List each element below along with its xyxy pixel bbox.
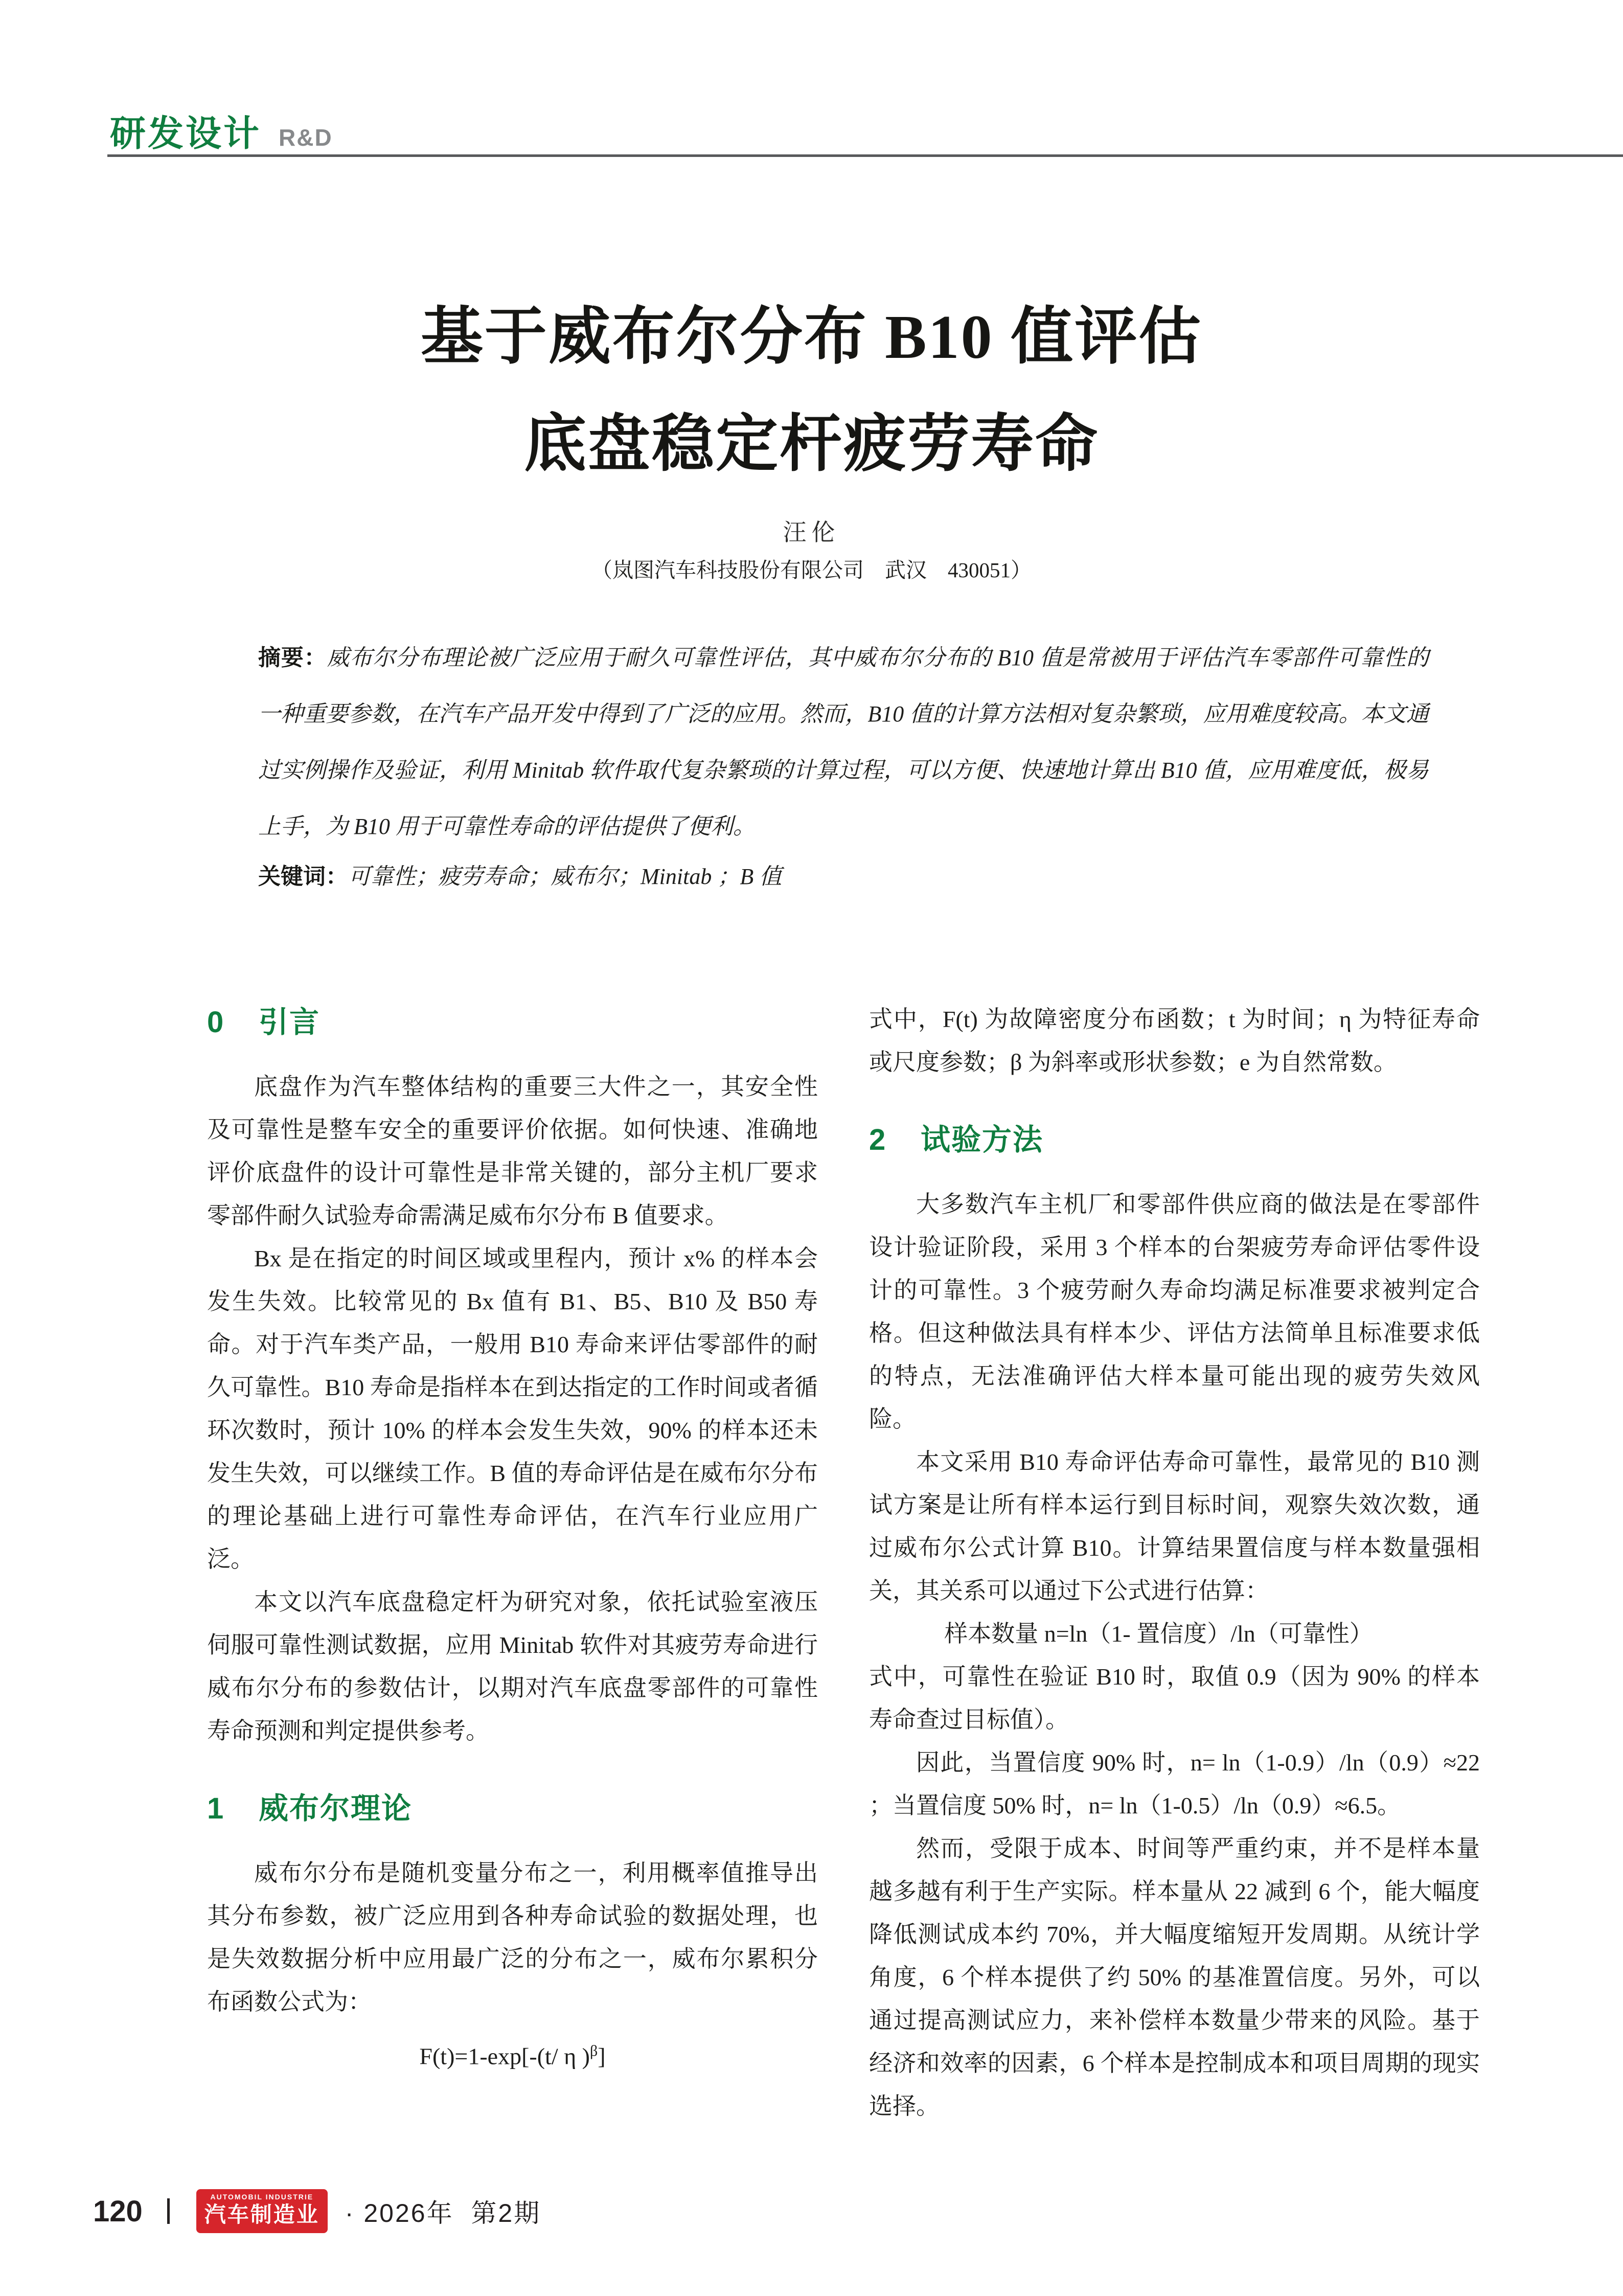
section-number: 2 xyxy=(869,1123,887,1156)
journal-logo-subtitle: AUTOMOBIL INDUSTRIE xyxy=(210,2193,314,2201)
header-divider xyxy=(107,154,1623,157)
paper-title-line1: 基于威布尔分布 B10 值评估 xyxy=(420,303,1203,372)
method-paragraph-4: 因此，当置信度 90% 时，n= ln（1-0.9）/ln（0.9）≈22 ；当置信度 50% 时，n= ln（1-0.5）/ln（0.9）≈6.5。 xyxy=(869,1749,1480,1818)
method-paragraph-1: 大多数汽车主机厂和零部件供应商的做法是在零部件设计验证阶段，采用 3 个样本的台架疲劳寿命评估零件设计的可靠性。3 个疲劳耐久寿命均满足标准要求被判定合格。但这种做法具有样本少、评估方法简单且标准要求低的特点，无法准确评估大样本量可能出现的疲劳失效风险。 xyxy=(869,1191,1480,1432)
footer-divider xyxy=(167,2198,170,2224)
section-heading-intro xyxy=(207,998,818,1041)
issue-info: · 2026年 第2期 xyxy=(345,2199,541,2227)
section-header-cn: 研发设计 xyxy=(110,113,261,153)
abstract-text: 威布尔分布理论被广泛应用于耐久可靠性评估，其中威布尔分布的 B10 值是常被用于评估汽车零部件可靠性的一种重要参数，在汽车产品开发中得到了广泛的应用。然而，B10 值的计算方法相对复杂繁琐，应用难度较高。本文通过实例操作及验证，利用 Minitab 软件取代复杂繁琐的计算过程，可以方便、快速地计算出 B10 值，应用难度低，极易上手，为 B10 用于可靠性寿命的评估提供了便利。 xyxy=(258,645,1429,839)
formula-pre: F(t)=1-exp[-(t/ η ) xyxy=(419,2043,590,2070)
abstract-label: 摘要： xyxy=(258,645,327,670)
paper-title xyxy=(0,284,1623,498)
section-number: 0 xyxy=(207,1006,225,1039)
keywords-label: 关键词： xyxy=(258,864,348,889)
intro-paragraph-1: 底盘作为汽车整体结构的重要三大件之一，其安全性及可靠性是整车安全的重要评价依据。如何快速、准确地评价底盘件的设计可靠性是非常关键的，部分主机厂要求零部件耐久试验寿命需满足威布尔分布 B 值要求。 xyxy=(207,1074,818,1229)
paper-title-line2: 底盘稳定杆疲劳寿命 xyxy=(524,410,1099,479)
section-title: 试验方法 xyxy=(920,1123,1043,1156)
formula-note-paragraph: 式中，F(t) 为故障密度分布函数；t 为时间；η 为特征寿命或尺度参数；β 为斜率或形状参数；e 为自然常数。 xyxy=(869,1006,1480,1075)
formula-superscript: β xyxy=(589,2042,598,2059)
author-name: 汪伦 xyxy=(783,519,840,545)
left-column xyxy=(207,998,818,2081)
right-column xyxy=(869,998,1480,2128)
weibull-paragraph-1: 威布尔分布是随机变量分布之一，利用概率值推导出其分布参数，被广泛应用到各种寿命试验的数据处理，也是失效数据分析中应用最广泛的分布之一，威布尔累积分布函数公式为： xyxy=(207,1860,818,2015)
sample-size-formula: 样本数量 n=ln（1- 置信度）/ln（可靠性） xyxy=(944,1621,1373,1647)
section-heading-weibull xyxy=(207,1784,818,1827)
page-number: 120 xyxy=(93,2194,143,2228)
journal-logo xyxy=(196,2189,328,2233)
section-number: 1 xyxy=(207,1792,225,1825)
method-paragraph-3: 式中，可靠性在验证 B10 时，取值 0.9（因为 90% 的样本寿命查过目标值）。 xyxy=(869,1664,1480,1733)
weibull-cdf-formula xyxy=(207,2027,818,2081)
keywords-block xyxy=(258,858,1429,891)
journal-logo-title: 汽车制造业 xyxy=(204,2202,319,2226)
formula-post: ] xyxy=(598,2043,606,2070)
keywords-text: 可靠性；疲劳寿命；威布尔；Minitab ；B 值 xyxy=(348,864,782,889)
section-header-en: R&D xyxy=(279,124,333,151)
intro-paragraph-3: 本文以汽车底盘稳定杆为研究对象，依托试验室液压伺服可靠性测试数据，应用 Minitab 软件对其疲劳寿命进行威布尔分布的参数估计，以期对汽车底盘零部件的可靠性寿命预测和判定提供参考。 xyxy=(207,1589,818,1744)
section-heading-method xyxy=(869,1116,1480,1158)
method-paragraph-2: 本文采用 B10 寿命评估寿命可靠性，最常见的 B10 测试方案是让所有样本运行到目标时间，观察失效次数，通过威布尔公式计算 B10。计算结果置信度与样本数量强相关，其关系可以通过下公式进行估算： xyxy=(869,1449,1480,1604)
abstract-block xyxy=(258,630,1429,855)
section-title: 威布尔理论 xyxy=(258,1792,412,1825)
page-footer xyxy=(93,2189,541,2233)
author-affiliation: （岚图汽车科技股份有限公司 武汉 430051） xyxy=(591,558,1032,582)
section-title: 引言 xyxy=(258,1006,320,1039)
section-header xyxy=(110,105,333,156)
intro-paragraph-2: Bx 是在指定的时间区域或里程内，预计 x% 的样本会发生失效。比较常见的 Bx 值有 B1、B5、B10 及 B50 寿命。对于汽车类产品，一般用 B10 寿命来评估零部件的耐久可靠性。B10 寿命是指样本在到达指定的工作时间或者循环次数时，预计 10% 的样本会发生失效，90% 的样本还未发生失效，可以继续工作。B 值的寿命评估是在威布尔分布的理论基础上进行可靠性寿命评估，在汽车行业应用广泛。 xyxy=(207,1245,818,1572)
method-paragraph-5: 然而，受限于成本、时间等严重约束，并不是样本量越多越有利于生产实际。样本量从 22 减到 6 个，能大幅度降低测试成本约 70%，并大幅度缩短开发周期。从统计学角度，6 个样本提供了约 50% 的基准置信度。另外，可以通过提高测试应力，来补偿样本数量少带来的风险。基于经济和效率的因素，6 个样本是控制成本和项目周期的现实选择。 xyxy=(869,1835,1480,2119)
